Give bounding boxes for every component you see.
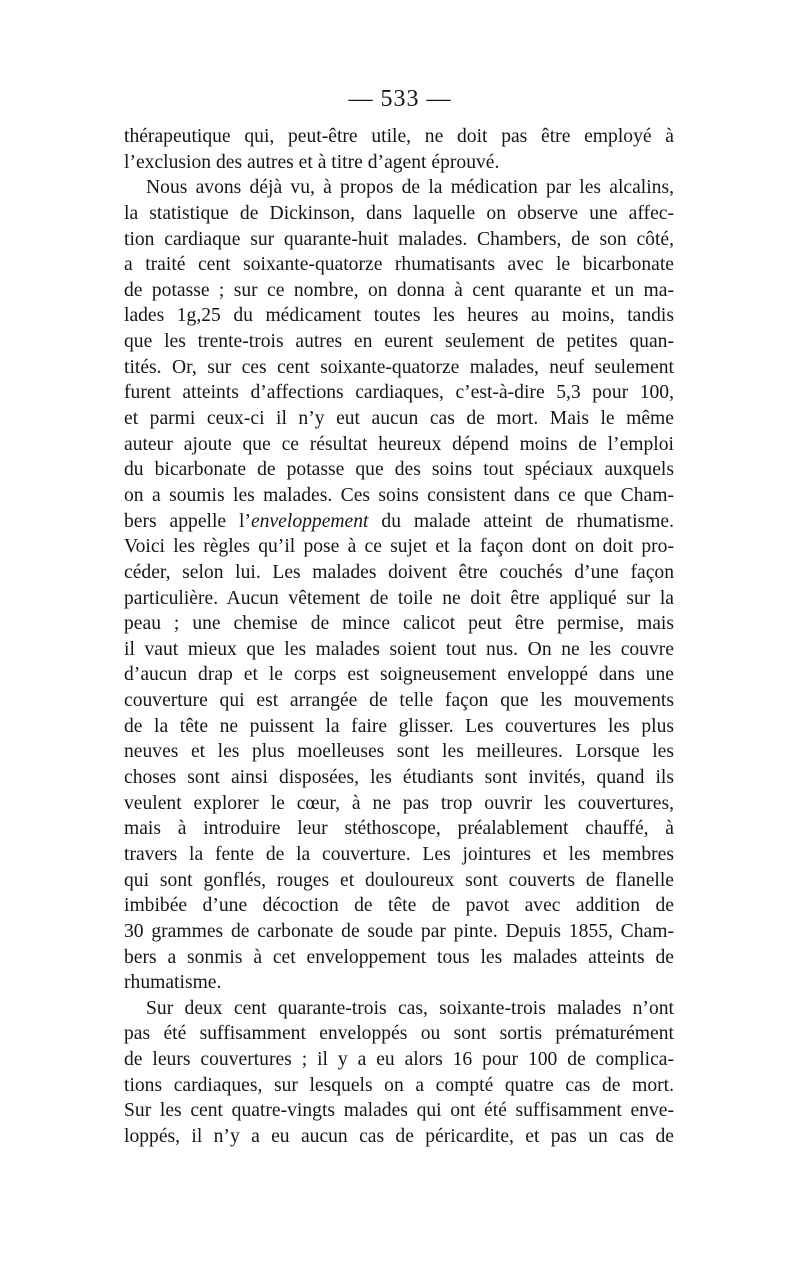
text-line: de la tête ne puissent la faire glisser. Les couvertures les plus: [124, 715, 674, 737]
text-line: couverture qui est arrangée de telle façon que les mouvements: [124, 690, 674, 712]
body-text: [124, 124, 674, 1150]
text-line: la statistique de Dickinson, dans laquelle on observe une affec-: [124, 202, 674, 224]
text-line: particulière. Aucun vêtement de toile ne doit être appliqué sur la: [124, 587, 674, 609]
text-segment: bers appelle l’: [124, 510, 251, 532]
text-line: on a soumis les malades. Ces soins consistent dans ce que Cham-: [124, 484, 674, 506]
text-line: lades 1g,25 du médicament toutes les heures au moins, tandis: [124, 305, 674, 327]
text-line: mais à introduire leur stéthoscope, préalablement chauffé, à: [124, 818, 674, 840]
italic-term: enveloppement: [250, 510, 369, 532]
text-line: neuves et les plus moelleuses sont les meilleures. Lorsque les: [124, 741, 674, 763]
text-line: 30 grammes de carbonate de soude par pinte. Depuis 1855, Cham-: [124, 920, 674, 942]
text-line: il vaut mieux que les malades soient tout nus. On ne les couvre: [124, 638, 674, 660]
text-line: et parmi ceux-ci il n’y eut aucun cas de mort. Mais le même: [124, 408, 674, 430]
text-line: de leurs couvertures ; il y a eu alors 16 pour 100 de complica-: [124, 1049, 674, 1071]
text-line: travers la fente de la couverture. Les jointures et les membres: [124, 843, 674, 865]
text-line: thérapeutique qui, peut-être utile, ne doit pas être employé à: [124, 126, 674, 147]
text-segment: du malade atteint de rhumatisme.: [368, 510, 674, 532]
text-line: de potasse ; sur ce nombre, on donna à cent quarante et un ma-: [124, 279, 674, 301]
text-line: tion cardiaque sur quarante-huit malades. Chambers, de son côté,: [124, 228, 674, 250]
text-line: peau ; une chemise de mince calicot peut être permise, mais: [124, 613, 674, 635]
text-line: du bicarbonate de potasse que des soins tout spéciaux auxquels: [124, 459, 674, 481]
paragraph-start-line: Nous avons déjà vu, à propos de la médication par les alcalins,: [146, 177, 674, 199]
text-line: imbibée d’une décoction de tête de pavot avec addition de: [124, 895, 674, 917]
text-line: Sur les cent quatre-vingts malades qui ont été suffisamment enve-: [124, 1100, 674, 1122]
text-line: l’exclusion des autres et à titre d’agent éprouvé.: [124, 151, 500, 173]
text-line: que les trente-trois autres en eurent seulement de petites quan-: [124, 331, 674, 353]
text-line: qui sont gonflés, rouges et douloureux sont couverts de flanelle: [124, 869, 674, 891]
text-line: pas été suffisamment enveloppés ou sont sortis prématurément: [124, 1023, 674, 1045]
text-line: tions cardiaques, sur lesquels on a compté quatre cas de mort.: [124, 1074, 674, 1096]
text-line-with-italic: [124, 509, 674, 535]
text-line: a traité cent soixante-quatorze rhumatisants avec le bicarbonate: [124, 254, 674, 276]
paragraph-start-line: Sur deux cent quarante-trois cas, soixante-trois malades n’ont: [146, 997, 674, 1019]
text-line: veulent explorer le cœur, à ne pas trop ouvrir les couvertures,: [124, 792, 674, 814]
text-line: Voici les règles qu’il pose à ce sujet et la façon dont on doit pro-: [124, 536, 674, 558]
text-line: bers a sonmis à cet enveloppement tous les malades atteints de: [124, 946, 674, 968]
text-line: rhumatisme.: [124, 972, 222, 994]
page-number: — 533 —: [348, 86, 452, 112]
text-line: choses sont ainsi disposées, les étudiants sont invités, quand ils: [124, 767, 674, 789]
text-line: auteur ajoute que ce résultat heureux dépend moins de l’emploi: [124, 433, 674, 455]
text-line: loppés, il n’y a eu aucun cas de péricardite, et pas un cas de: [124, 1125, 674, 1147]
text-line: furent atteints d’affections cardiaques, c’est-à-dire 5,3 pour 100,: [124, 382, 674, 404]
text-line: tités. Or, sur ces cent soixante-quatorze malades, neuf seulement: [124, 356, 674, 378]
text-line: céder, selon lui. Les malades doivent être couchés d’une façon: [124, 561, 674, 583]
text-line: d’aucun drap et le corps est soigneusement enveloppé dans une: [124, 664, 674, 686]
